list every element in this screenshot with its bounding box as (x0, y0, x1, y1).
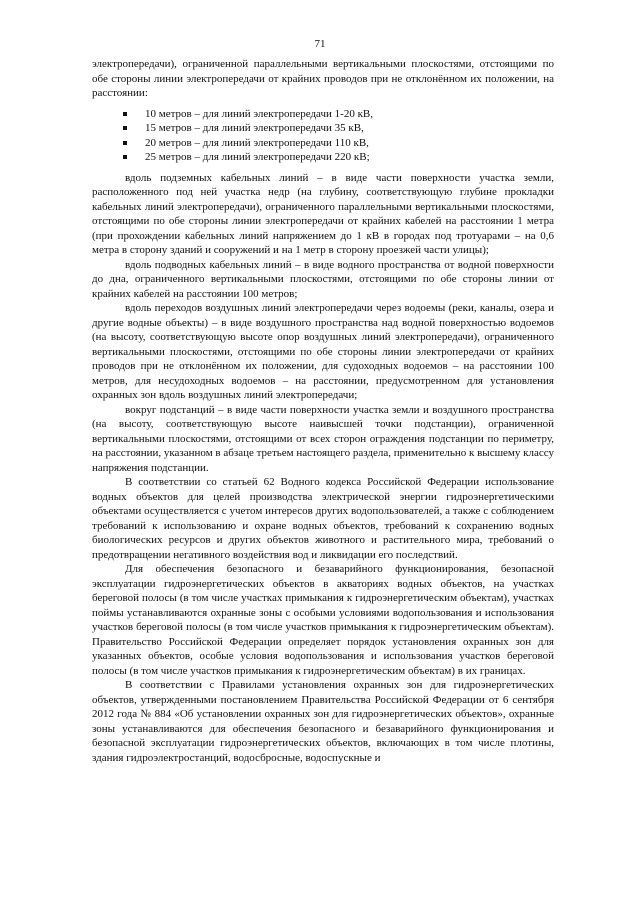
paragraph-hydro-safety: Для обеспечения безопасного и безаварийного функционирования, безопасной эксплуатации гидроэнергетических объектов в акваториях водных объектов, на участках береговой полосы (в том числе участках примыкания к гидроэнергетическим объектам), участках поймы устанавливаются охранные зоны с особыми условиями водопользования и использования участков береговой полосы (в том числе участков примыкания к гидроэнергетическим объектам). Правительство Российской Федерации определяет порядок установления охранных зон для указанных объектов, особые условия водопользования и использования участков береговой полосы (в том числе участков примыкания к гидроэнергетическим объектам) в их границах. (92, 563, 554, 677)
paragraph-water-code: В соответствии со статьей 62 Водного кодекса Российской Федерации использование водных объектов для целей производства электрической энергии гидроэнергетическими объектами осуществляется с учетом интересов других водопользователей, а также с соблюдением требований к использованию и охране водных объектов, требований к сохранению водных биологических ресурсов и других объектов животного и растительного мира, требований о предотвращении негативного воздействия вод и ликвидации его последствий. (92, 476, 554, 561)
paragraph-water-crossings: вдоль переходов воздушных линий электропередачи через водоемы (реки, каналы, озера и другие водные объекты) – в виде воздушного пространства над водной поверхностью водоемов (на высоту, соответствующую высоте опор воздушных линий электропередачи), ограниченного вертикальными плоскостями, отстоящими по обе стороны линии электропередачи от крайних проводов при не отклонённом их положении, для судоходных водоемов – на расстоянии 100 метров, для несудоходных водоемов – на расстоянии, предусмотренном для установления охранных зон вдоль воздушных линий электропередачи; (92, 302, 554, 401)
page-number: 71 (314, 38, 326, 50)
document-body (92, 57, 554, 765)
list-item: 15 метров – для линий электропередачи 35 кВ, (92, 121, 554, 136)
list-item: 25 метров – для линий электропередачи 220 кВ; (92, 150, 554, 165)
intro-paragraph: электропередачи), ограниченной параллельными вертикальными плоскостями, отстоящими по обе стороны линии электропередачи от крайних проводов при не отклонённом их положении, на расстоянии: (92, 58, 554, 99)
list-item: 10 метров – для линий электропередачи 1-20 кВ, (92, 107, 554, 122)
paragraph-underground-cables: вдоль подземных кабельных линий – в виде части поверхности участка земли, расположенного под ней участка недр (на глубину, соответствующую глубине прокладки кабельных линий электропередачи), ограниченного параллельными вертикальными плоскостями, отстоящими по обе стороны линии электропередачи от крайних кабелей на расстоянии 1 метра (при прохождении кабельных линий напряжением до 1 кВ в городах под тротуарами – на 0,6 метра в сторону зданий и сооружений и на 1 метр в сторону проезжей части улицы); (92, 171, 554, 256)
paragraph-underwater-cables: вдоль подводных кабельных линий – в виде водного пространства от водной поверхности до дна, ограниченного вертикальными плоскостями, отстоящими по обе стороны линии от крайних кабелей на расстоянии 100 метров; (92, 258, 554, 300)
voltage-distance-list (92, 107, 554, 165)
paragraph-substations: вокруг подстанций – в виде части поверхности участка земли и воздушного пространства (на высоту, соответствующую высоте наивысшей точки подстанции), ограниченной вертикальными плоскостями, отстоящими от всех сторон ограждения подстанции по периметру, на расстоянии, указанном в абзаце третьем настоящего раздела, применительно к высшему классу напряжения подстанции. (92, 403, 554, 474)
list-item: 20 метров – для линий электропередачи 110 кВ, (92, 136, 554, 151)
paragraph-hydro-rules: В соответствии с Правилами установления охранных зон для гидроэнергетических объектов, утвержденными постановлением Правительства Российской Федерации от 6 сентября 2012 года № 884 «Об установлении охранных зон для гидроэнергетических объектов», охранные зоны устанавливаются для обеспечения безопасного и безаварийного функционирования и безопасной эксплуатации гидроэнергетических объектов, включающих в том числе плотины, здания гидроэлектростанций, водосбросные, водоспускные и (92, 679, 554, 764)
